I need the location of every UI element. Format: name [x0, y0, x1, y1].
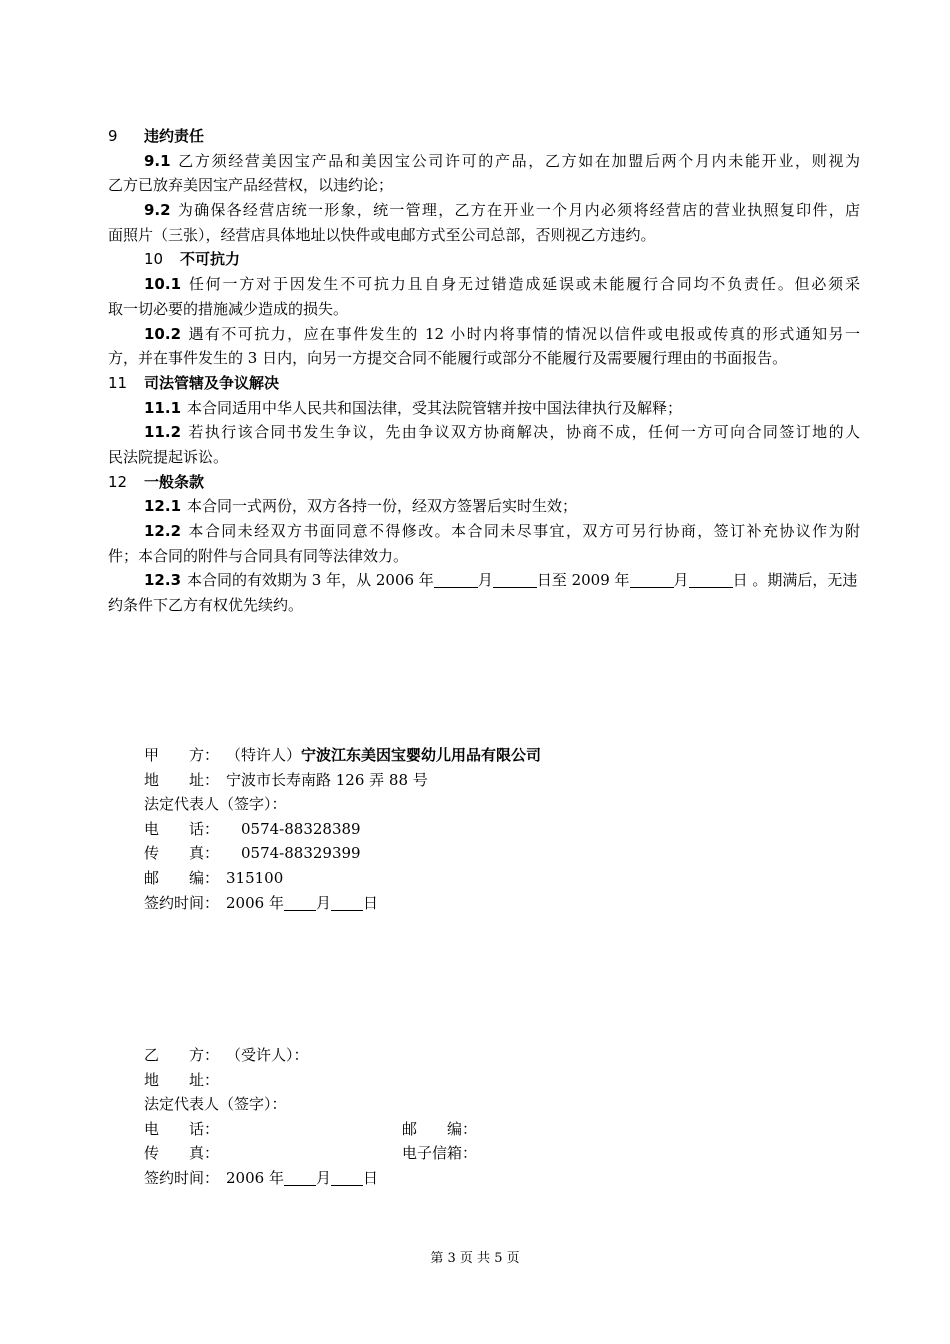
section-heading-9: 9 违约责任: [108, 127, 205, 145]
section-heading-10: 10 不可抗力: [144, 250, 241, 269]
party-b-address: 地 址：: [144, 1070, 220, 1089]
party-a-name: 甲 方： （特许人）宁波江东美因宝婴幼儿用品有限公司: [144, 746, 542, 764]
party-a-fax: 传 真： 0574-88329399: [144, 844, 361, 863]
section-heading-12: 12 一般条款: [108, 472, 205, 491]
party-b-fax-row: 传 真： 电子信箱：: [144, 1141, 704, 1166]
party-a-phone: 电 话： 0574-88328389: [144, 819, 361, 838]
clause-10-2: 10.2 遇有不可抗力，应在事件发生的 12 小时内将事情的情况以信件或电报或传真的形式通知另一: [144, 324, 860, 343]
party-b-block: [144, 1043, 704, 1191]
blank-line: [493, 571, 537, 588]
blank-line: [331, 1169, 363, 1186]
clause-12-1: 12.1 本合同一式两份，双方各持一份，经双方签署后实时生效；: [144, 497, 578, 516]
party-b-phone-row: 电 话： 邮 编：: [144, 1117, 704, 1142]
section-heading-11: 11 司法管辖及争议解决: [108, 373, 280, 392]
clause-12-3: 12.3 本合同的有效期为 3 年，从 2006 年 月 日至 2009 年 月 日 。期满后，无违: [144, 571, 858, 590]
clause-12-3-cont: 约条件下乙方有权优先续约。: [108, 596, 304, 615]
blank-line: [434, 571, 478, 588]
blank-line: [331, 894, 363, 911]
party-b-zip: 邮 编：: [402, 1119, 478, 1138]
blank-line: [630, 571, 674, 588]
clause-12-2-cont: 件；本合同的附件与合同具有同等法律效力。: [108, 546, 409, 565]
party-b-representative: 法定代表人（签字）：: [144, 1095, 287, 1114]
clause-9-1: 9.1 乙方须经营美因宝产品和美因宝公司许可的产品，乙方如在加盟后两个月内未能开业，则视为: [144, 151, 860, 170]
contract-body: [108, 124, 860, 618]
party-b-email: 电子信箱：: [402, 1144, 478, 1163]
clause-11-2: 11.2 若执行该合同书发生争议，先由争议双方协商解决，协商不成，任何一方可向合同签订地的人: [144, 423, 860, 442]
party-a-address: 地 址： 宁波市长寿南路 126 弄 88 号: [144, 770, 428, 789]
clause-9-2-cont: 面照片（三张），经营店具体地址以快件或电邮方式至公司总部，否则视乙方违约。: [108, 225, 656, 244]
clause-10-1: 10.1 任何一方对于因发生不可抗力且自身无过错造成延误或未能履行合同均不负责任。但必须采: [144, 275, 860, 294]
clause-12-2: 12.2 本合同未经双方书面同意不得修改。本合同未尽事宜，双方可另行协商，签订补充协议作为附: [144, 522, 860, 540]
clause-10-1-cont: 取一切必要的措施减少造成的损失。: [108, 299, 349, 318]
blank-line: [689, 571, 733, 588]
page-number-footer: 第 3 页 共 5 页: [430, 1251, 520, 1266]
party-b-sign-date: 签约时间： 2006 年 月 日: [144, 1168, 378, 1187]
clause-11-1: 11.1 本合同适用中华人民共和国法律，受其法院管辖并按中国法律执行及解释；: [144, 398, 683, 417]
party-b-name: 乙 方： （受许人）：: [144, 1046, 309, 1064]
clause-10-2-cont: 方，并在事件发生的 3 日内，向另一方提交合同不能履行或部分不能履行及需要履行理由的书面报告。: [108, 349, 788, 368]
blank-line: [284, 1169, 316, 1186]
party-a-representative: 法定代表人（签字）：: [144, 795, 287, 814]
clause-11-2-cont: 民法院提起诉讼。: [108, 447, 229, 466]
party-a-sign-date: 签约时间： 2006 年 月 日: [144, 893, 378, 912]
party-a-zip: 邮 编： 315100: [144, 868, 284, 887]
clause-9-2: 9.2 为确保各经营店统一形象，统一管理，乙方在开业一个月内必须将经营店的营业执照复印件，店: [144, 201, 860, 220]
clause-9-1-cont: 乙方已放弃美因宝产品经营权，以违约论；: [108, 176, 394, 195]
blank-line: [284, 894, 316, 911]
party-a-block: [144, 743, 704, 915]
